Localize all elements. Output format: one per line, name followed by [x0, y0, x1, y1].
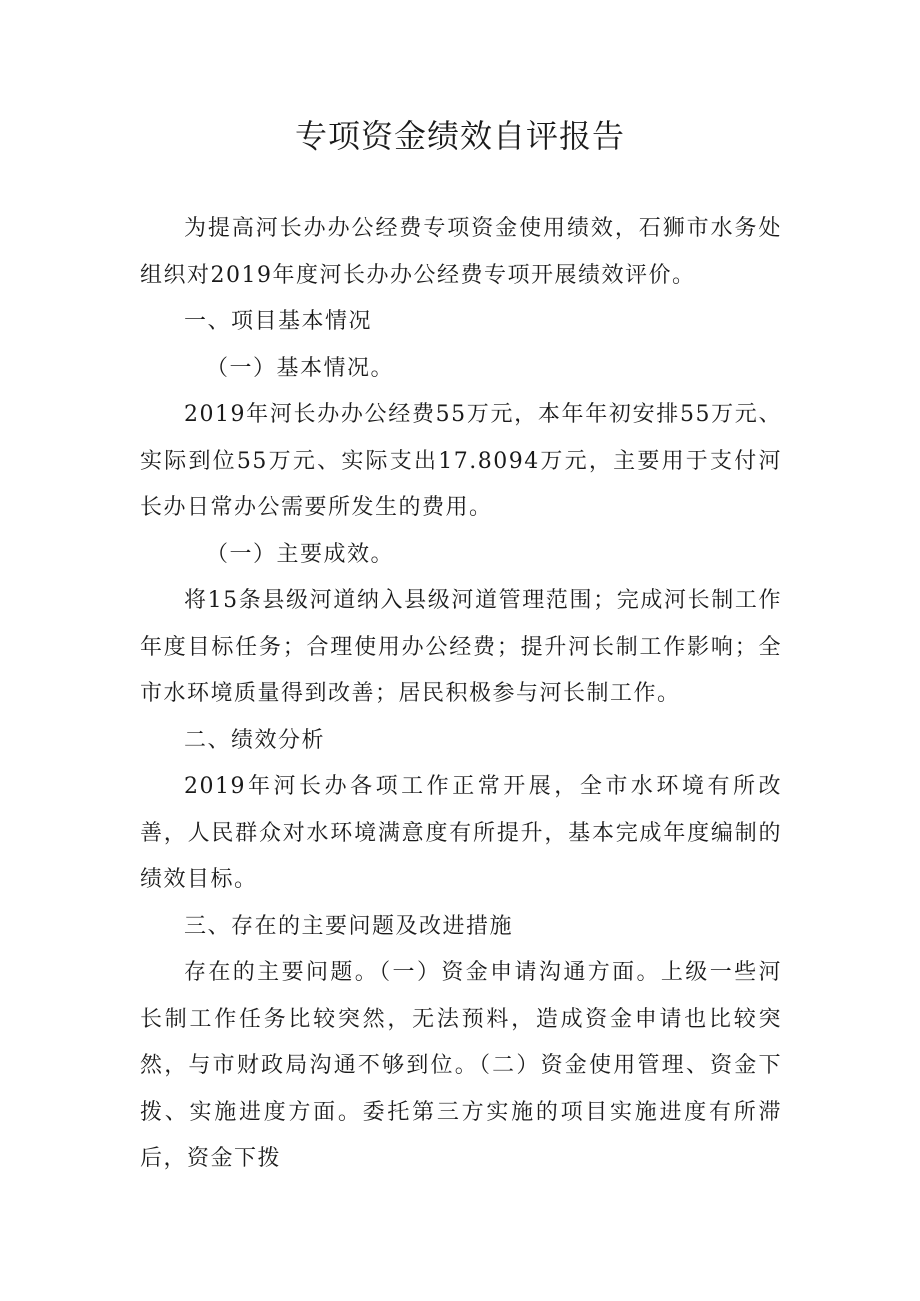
analysis-paragraph: 2019年河长办各项工作正常开展，全市水环境有所改善，人民群众对水环境满意度有所提升，基本完成年度编制的绩效目标。	[140, 774, 782, 892]
document-body	[140, 206, 782, 1183]
subsection-heading-results: （一）主要成效。	[206, 541, 395, 567]
intro-paragraph: 为提高河长办办公经费专项资金使用绩效，石狮市水务处组织对2019年度河长办办公经费专项开展绩效评价。	[140, 216, 782, 288]
problems-paragraph: 存在的主要问题。（一）资金申请沟通方面。上级一些河长制工作任务比较突然，无法预料，造成资金申请也比较突然，与市财政局沟通不够到位。（二）资金使用管理、资金下拨、实施进度方面。委托第三方实施的项目实施进度有所滞后，资金下拨	[140, 960, 782, 1171]
subsection-heading-basic: （一）基本情况。	[206, 355, 395, 381]
section-heading-1: 一、项目基本情况	[184, 309, 373, 334]
section-heading-3: 三、存在的主要问题及改进措施	[184, 913, 514, 939]
basic-info-paragraph: 2019年河长办办公经费55万元，本年年初安排55万元、实际到位55万元、实际支出17.8094万元，主要用于支付河长办日常办公需要所发生的费用。	[140, 402, 782, 520]
section-heading-2: 二、绩效分析	[184, 727, 326, 753]
results-paragraph: 将15条县级河道纳入县级河道管理范围；完成河长制工作年度目标任务；合理使用办公经费；提升河长制工作影响；全市水环境质量得到改善；居民积极参与河长制工作。	[140, 588, 782, 706]
document-title: 专项资金绩效自评报告	[294, 117, 625, 155]
